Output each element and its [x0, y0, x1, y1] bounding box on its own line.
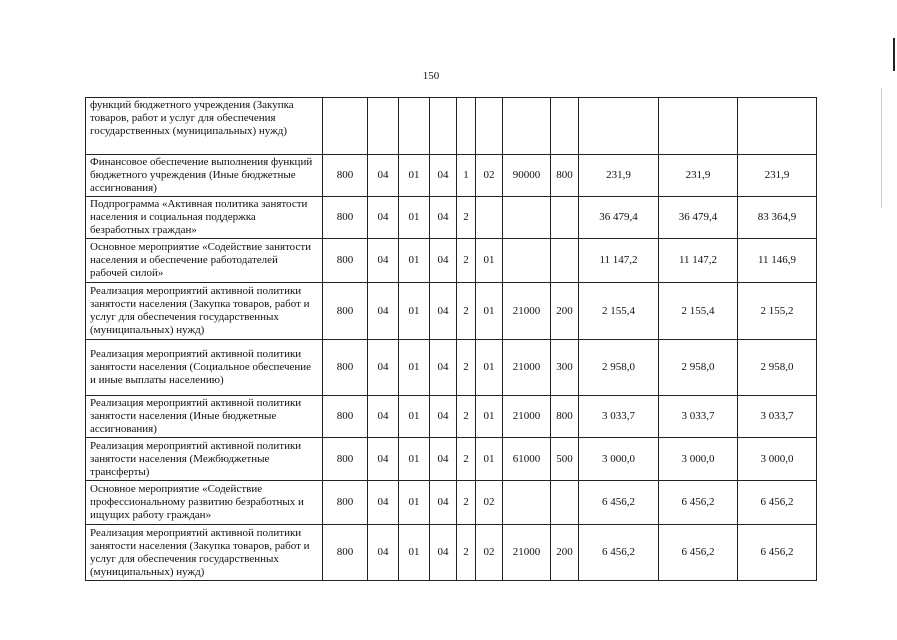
code-cell [476, 197, 503, 239]
amount-cell: 6 456,2 [579, 481, 659, 525]
code-cell: 01 [476, 340, 503, 396]
code-cell: 300 [551, 340, 579, 396]
table-row [86, 438, 817, 481]
code-cell: 01 [399, 239, 430, 283]
code-cell: 04 [430, 283, 457, 340]
code-cell: 04 [368, 525, 399, 581]
code-cell: 01 [399, 481, 430, 525]
amount-cell: 6 456,2 [659, 481, 738, 525]
code-cell [503, 98, 551, 155]
code-cell [503, 481, 551, 525]
code-cell [503, 197, 551, 239]
row-name-cell: Реализация мероприятий активной политики занятости населения (Иные бюджетные ассигнования) [86, 396, 323, 438]
row-name-cell: Основное мероприятие «Содействие занятости населения и обеспечение работодателей рабочей силой» [86, 239, 323, 283]
code-cell: 01 [399, 340, 430, 396]
code-cell: 800 [323, 481, 368, 525]
amount-cell: 36 479,4 [579, 197, 659, 239]
amount-cell: 2 958,0 [579, 340, 659, 396]
code-cell: 04 [368, 396, 399, 438]
table-row [86, 283, 817, 340]
code-cell: 01 [476, 396, 503, 438]
row-name-cell: функций бюджетного учреждения (Закупка товаров, работ и услуг для обеспечения государственных (муниципальных) нужд) [86, 98, 323, 155]
amount-cell: 3 000,0 [659, 438, 738, 481]
code-cell [368, 98, 399, 155]
code-cell: 01 [476, 239, 503, 283]
amount-cell: 6 456,2 [659, 525, 738, 581]
code-cell: 01 [399, 197, 430, 239]
code-cell: 2 [457, 438, 476, 481]
code-cell: 800 [323, 396, 368, 438]
code-cell: 21000 [503, 396, 551, 438]
code-cell [457, 98, 476, 155]
row-name-cell: Реализация мероприятий активной политики занятости населения (Закупка товаров, работ и услуг для обеспечения государственных (муниципальных) нужд) [86, 283, 323, 340]
code-cell: 800 [323, 239, 368, 283]
table-row [86, 525, 817, 581]
code-cell: 800 [323, 197, 368, 239]
code-cell: 01 [399, 525, 430, 581]
amount-cell: 3 033,7 [659, 396, 738, 438]
code-cell: 02 [476, 525, 503, 581]
table-row [86, 340, 817, 396]
code-cell: 04 [368, 283, 399, 340]
row-name-cell: Подпрограмма «Активная политика занятости населения и социальная поддержка безработных граждан» [86, 197, 323, 239]
code-cell: 2 [457, 525, 476, 581]
code-cell: 01 [399, 283, 430, 340]
code-cell: 2 [457, 340, 476, 396]
code-cell: 02 [476, 481, 503, 525]
code-cell: 2 [457, 283, 476, 340]
scan-edge-shadow [881, 88, 882, 208]
code-cell [551, 239, 579, 283]
amount-cell: 6 456,2 [738, 525, 817, 581]
code-cell [503, 239, 551, 283]
code-cell: 04 [368, 481, 399, 525]
code-cell: 04 [368, 438, 399, 481]
code-cell: 01 [399, 396, 430, 438]
code-cell: 800 [323, 283, 368, 340]
amount-cell [579, 98, 659, 155]
code-cell: 02 [476, 155, 503, 197]
code-cell: 2 [457, 197, 476, 239]
code-cell: 21000 [503, 340, 551, 396]
amount-cell: 2 958,0 [738, 340, 817, 396]
code-cell: 01 [476, 438, 503, 481]
code-cell: 200 [551, 525, 579, 581]
amount-cell: 231,9 [579, 155, 659, 197]
code-cell: 04 [430, 340, 457, 396]
code-cell: 04 [430, 155, 457, 197]
amount-cell: 83 364,9 [738, 197, 817, 239]
amount-cell: 3 033,7 [738, 396, 817, 438]
code-cell: 800 [551, 155, 579, 197]
code-cell: 04 [368, 197, 399, 239]
code-cell: 01 [399, 438, 430, 481]
code-cell [551, 98, 579, 155]
code-cell: 04 [430, 239, 457, 283]
amount-cell: 11 147,2 [579, 239, 659, 283]
code-cell: 2 [457, 396, 476, 438]
scan-edge-mark [893, 38, 895, 71]
row-name-cell: Финансовое обеспечение выполнения функций бюджетного учреждения (Иные бюджетные ассигнования) [86, 155, 323, 197]
table-row [86, 98, 817, 155]
table-row [86, 481, 817, 525]
code-cell: 1 [457, 155, 476, 197]
code-cell: 2 [457, 481, 476, 525]
code-cell: 04 [368, 340, 399, 396]
code-cell: 01 [399, 155, 430, 197]
amount-cell: 6 456,2 [579, 525, 659, 581]
code-cell [430, 98, 457, 155]
amount-cell [659, 98, 738, 155]
page-number: 150 [422, 70, 440, 82]
code-cell: 04 [430, 481, 457, 525]
row-name-cell: Основное мероприятие «Содействие профессиональному развитию безработных и ищущих работу граждан» [86, 481, 323, 525]
row-name-cell: Реализация мероприятий активной политики занятости населения (Социальное обеспечение и иные выплаты населению) [86, 340, 323, 396]
amount-cell: 2 958,0 [659, 340, 738, 396]
table-row [86, 197, 817, 239]
code-cell: 01 [476, 283, 503, 340]
code-cell: 800 [323, 340, 368, 396]
budget-table [85, 97, 817, 581]
code-cell: 21000 [503, 283, 551, 340]
code-cell: 04 [430, 525, 457, 581]
code-cell: 800 [551, 396, 579, 438]
amount-cell: 2 155,4 [659, 283, 738, 340]
amount-cell: 36 479,4 [659, 197, 738, 239]
amount-cell: 3 000,0 [738, 438, 817, 481]
amount-cell: 6 456,2 [738, 481, 817, 525]
code-cell: 04 [368, 239, 399, 283]
code-cell: 21000 [503, 525, 551, 581]
amount-cell: 2 155,4 [579, 283, 659, 340]
amount-cell: 11 147,2 [659, 239, 738, 283]
amount-cell: 3 000,0 [579, 438, 659, 481]
code-cell: 800 [323, 525, 368, 581]
code-cell: 500 [551, 438, 579, 481]
amount-cell: 11 146,9 [738, 239, 817, 283]
code-cell: 61000 [503, 438, 551, 481]
row-name-cell: Реализация мероприятий активной политики занятости населения (Закупка товаров, работ и услуг для обеспечения государственных (муниципальных) нужд) [86, 525, 323, 581]
code-cell [551, 481, 579, 525]
table-row [86, 155, 817, 197]
table-row [86, 396, 817, 438]
amount-cell: 231,9 [738, 155, 817, 197]
code-cell: 800 [323, 155, 368, 197]
code-cell: 200 [551, 283, 579, 340]
code-cell [476, 98, 503, 155]
code-cell: 04 [430, 396, 457, 438]
code-cell: 90000 [503, 155, 551, 197]
amount-cell [738, 98, 817, 155]
amount-cell: 3 033,7 [579, 396, 659, 438]
amount-cell: 231,9 [659, 155, 738, 197]
code-cell: 800 [323, 438, 368, 481]
code-cell [551, 197, 579, 239]
table-row [86, 239, 817, 283]
row-name-cell: Реализация мероприятий активной политики занятости населения (Межбюджетные трансферты) [86, 438, 323, 481]
amount-cell: 2 155,2 [738, 283, 817, 340]
code-cell: 04 [430, 438, 457, 481]
code-cell: 04 [430, 197, 457, 239]
code-cell: 04 [368, 155, 399, 197]
code-cell [399, 98, 430, 155]
code-cell: 2 [457, 239, 476, 283]
code-cell [323, 98, 368, 155]
